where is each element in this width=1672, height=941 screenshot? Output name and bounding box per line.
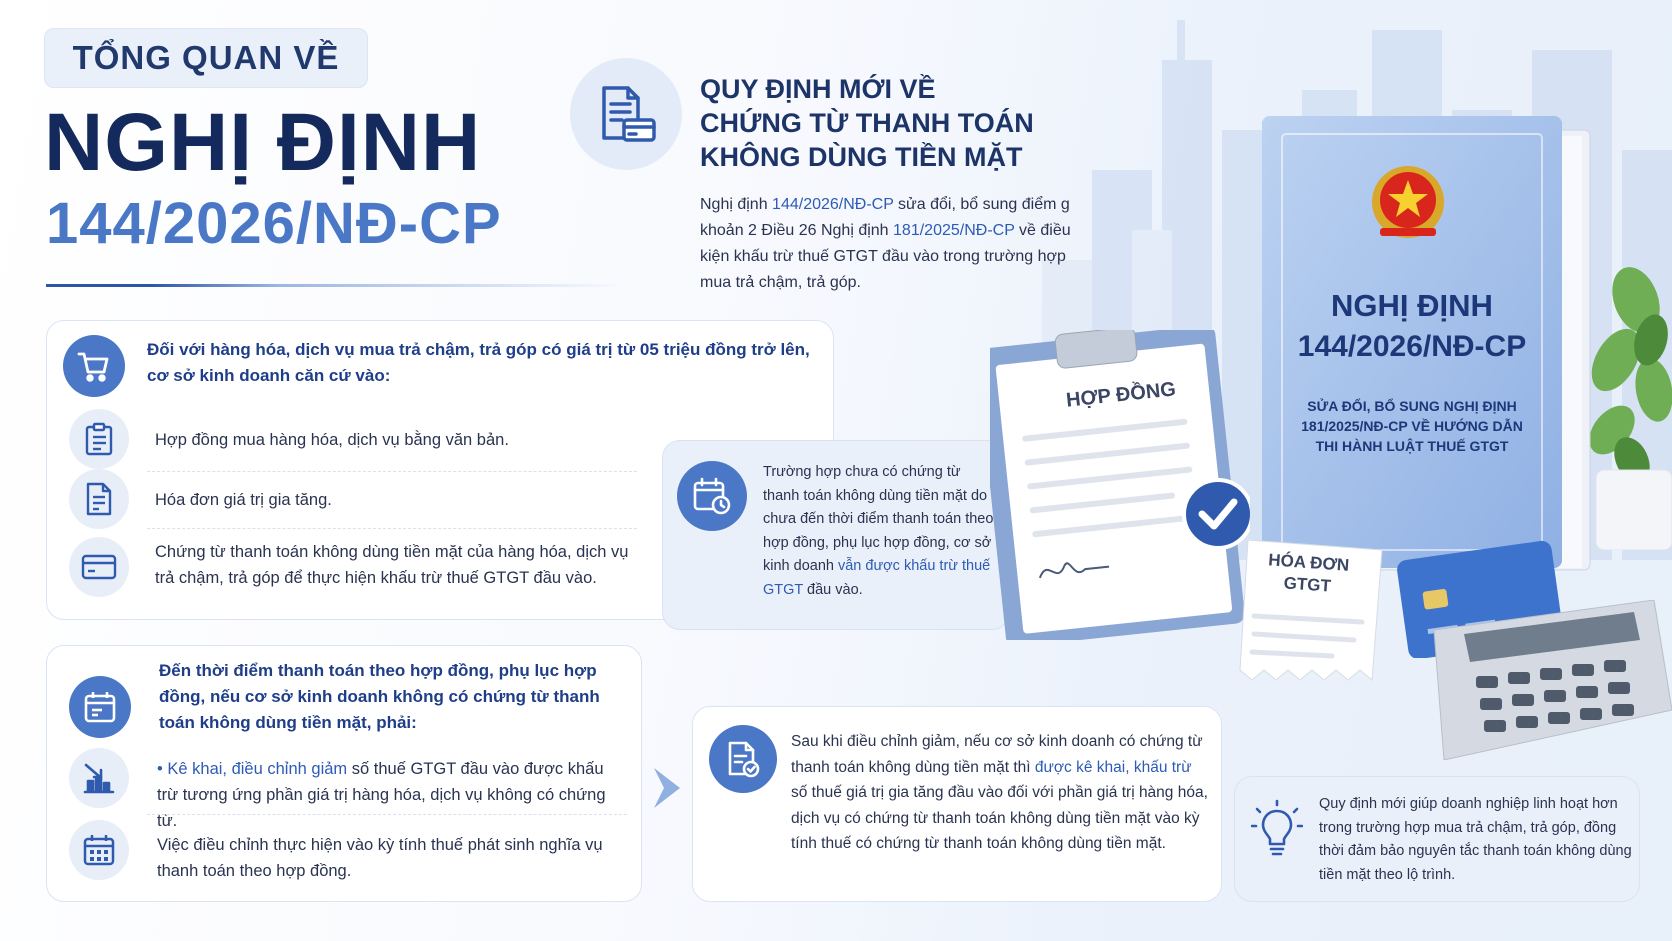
calculator-illustration	[1404, 600, 1672, 760]
page-title: NGHỊ ĐỊNH	[44, 97, 482, 188]
contract-clipboard-illustration	[990, 330, 1250, 640]
deduction-note-card	[662, 440, 1010, 630]
contract-title: HỢP ĐỒNG	[1065, 378, 1177, 412]
divider	[147, 528, 637, 529]
declare-reduce-highlight: Kê khai, điều chỉnh giảm	[167, 760, 348, 778]
divider	[147, 471, 637, 472]
payment-due-heading: Đến thời điểm thanh toán theo hợp đồng, phụ lục hợp đồng, nếu cơ sở kinh doanh không có chứng từ thanh toán không dùng tiền mặt, phải:	[159, 661, 600, 732]
chevron-right-icon	[650, 766, 684, 810]
deduction-allowed-highlight: vẫn được khấu trừ thuế GTGT	[763, 558, 991, 598]
deduction-note-text: Trường hợp chưa có chứng từ thanh toán không dùng tiền mặt do chưa đến thời điểm thanh toán theo hợp đồng, phụ lục hợp đồng, cơ sở kinh doanh vẫn được khấu trừ thuế GTGT đầu vào.	[763, 464, 994, 598]
invoice-title: HÓA ĐƠN GTGT	[1267, 550, 1350, 596]
lightbulb-icon	[1251, 799, 1303, 859]
post-adjustment-text: Sau khi điều chỉnh giảm, nếu cơ sở kinh doanh có chứng từ thanh toán không dùng tiền mặt thì được kê khai, khấu trừ số thuế giá trị gia tăng đầu vào đối với phần giá trị hàng hóa, dịch vụ có chứng từ thanh toán không dùng tiền mặt vào kỳ tính thuế có chứng từ thanh toán không dùng tiền mặt.	[791, 733, 1208, 852]
benefit-text: Quy định mới giúp doanh nghiệp linh hoạt hơn trong trường hợp mua trả chậm, trả góp, đồng thời đảm bảo nguyên tắc thanh toán không dùng tiền mặt theo lộ trình.	[1319, 796, 1632, 883]
document-card-icon	[570, 58, 682, 170]
intro-text: Nghị định 144/2026/NĐ-CP sửa đổi, bổ sung điểm g khoản 2 Điều 26 Nghị định 181/2025/NĐ-CP về điều kiện khấu trừ thuế GTGT đầu vào trong trường hợp mua trả chậm, trả góp.	[700, 196, 1071, 291]
calendar-grid-icon	[69, 820, 129, 880]
declare-reduce-item: • Kê khai, điều chỉnh giảm số thuế GTGT đầu vào được khấu trừ tương ứng phần giá trị hàng hóa, dịch vụ không có chứng từ.	[157, 760, 606, 830]
shopping-cart-icon	[63, 335, 125, 397]
decree-number: 144/2026/NĐ-CP	[46, 191, 502, 256]
document-check-icon	[709, 725, 777, 793]
title-underline	[46, 284, 626, 287]
decree-link-144: 144/2026/NĐ-CP	[772, 196, 894, 213]
clipboard-icon	[69, 409, 129, 469]
book-title: NGHỊ ĐỊNH	[1331, 288, 1493, 323]
condition-item-contract: Hợp đồng mua hàng hóa, dịch vụ bằng văn bản.	[155, 431, 509, 449]
calendar-clock-icon	[677, 461, 747, 531]
conditions-heading: Đối với hàng hóa, dịch vụ mua trả chậm, trả góp có giá trị từ 05 triệu đồng trở lên, cơ sở kinh doanh căn cứ vào:	[147, 340, 810, 385]
divider	[147, 814, 627, 815]
adjustment-period-item: Việc điều chỉnh thực hiện vào kỳ tính thuế phát sinh nghĩa vụ thanh toán theo hợp đồng.	[157, 836, 603, 880]
condition-item-payment-proof: Chứng từ thanh toán không dùng tiền mặt của hàng hóa, dịch vụ trả chậm, trả góp để thực hiện khấu trừ thuế GTGT đầu vào.	[155, 543, 629, 587]
credit-card-icon	[69, 537, 129, 597]
decree-link-181: 181/2025/NĐ-CP	[893, 222, 1015, 239]
post-adjustment-card	[692, 706, 1222, 902]
book-subtitle: SỬA ĐỔI, BỔ SUNG NGHỊ ĐỊNH 181/2025/NĐ-CP VỀ HƯỚNG DẪN THI HÀNH LUẬT THUẾ GTGT	[1301, 398, 1523, 454]
intro-heading: QUY ĐỊNH MỚI VỀ CHỨNG TỪ THANH TOÁN KHÔNG DÙNG TIỀN MẶT	[700, 74, 1034, 172]
benefit-card	[1234, 776, 1640, 902]
declare-deduct-highlight: được kê khai, khấu trừ	[1034, 758, 1192, 776]
header-tag: TỔNG QUAN VỀ	[44, 28, 368, 88]
condition-item-invoice: Hóa đơn giá trị gia tăng.	[155, 491, 332, 509]
decrease-chart-icon	[69, 748, 129, 808]
invoice-icon	[69, 469, 129, 529]
book-decree-number: 144/2026/NĐ-CP	[1297, 330, 1527, 363]
calendar-icon	[69, 676, 131, 738]
payment-due-card	[46, 645, 642, 902]
